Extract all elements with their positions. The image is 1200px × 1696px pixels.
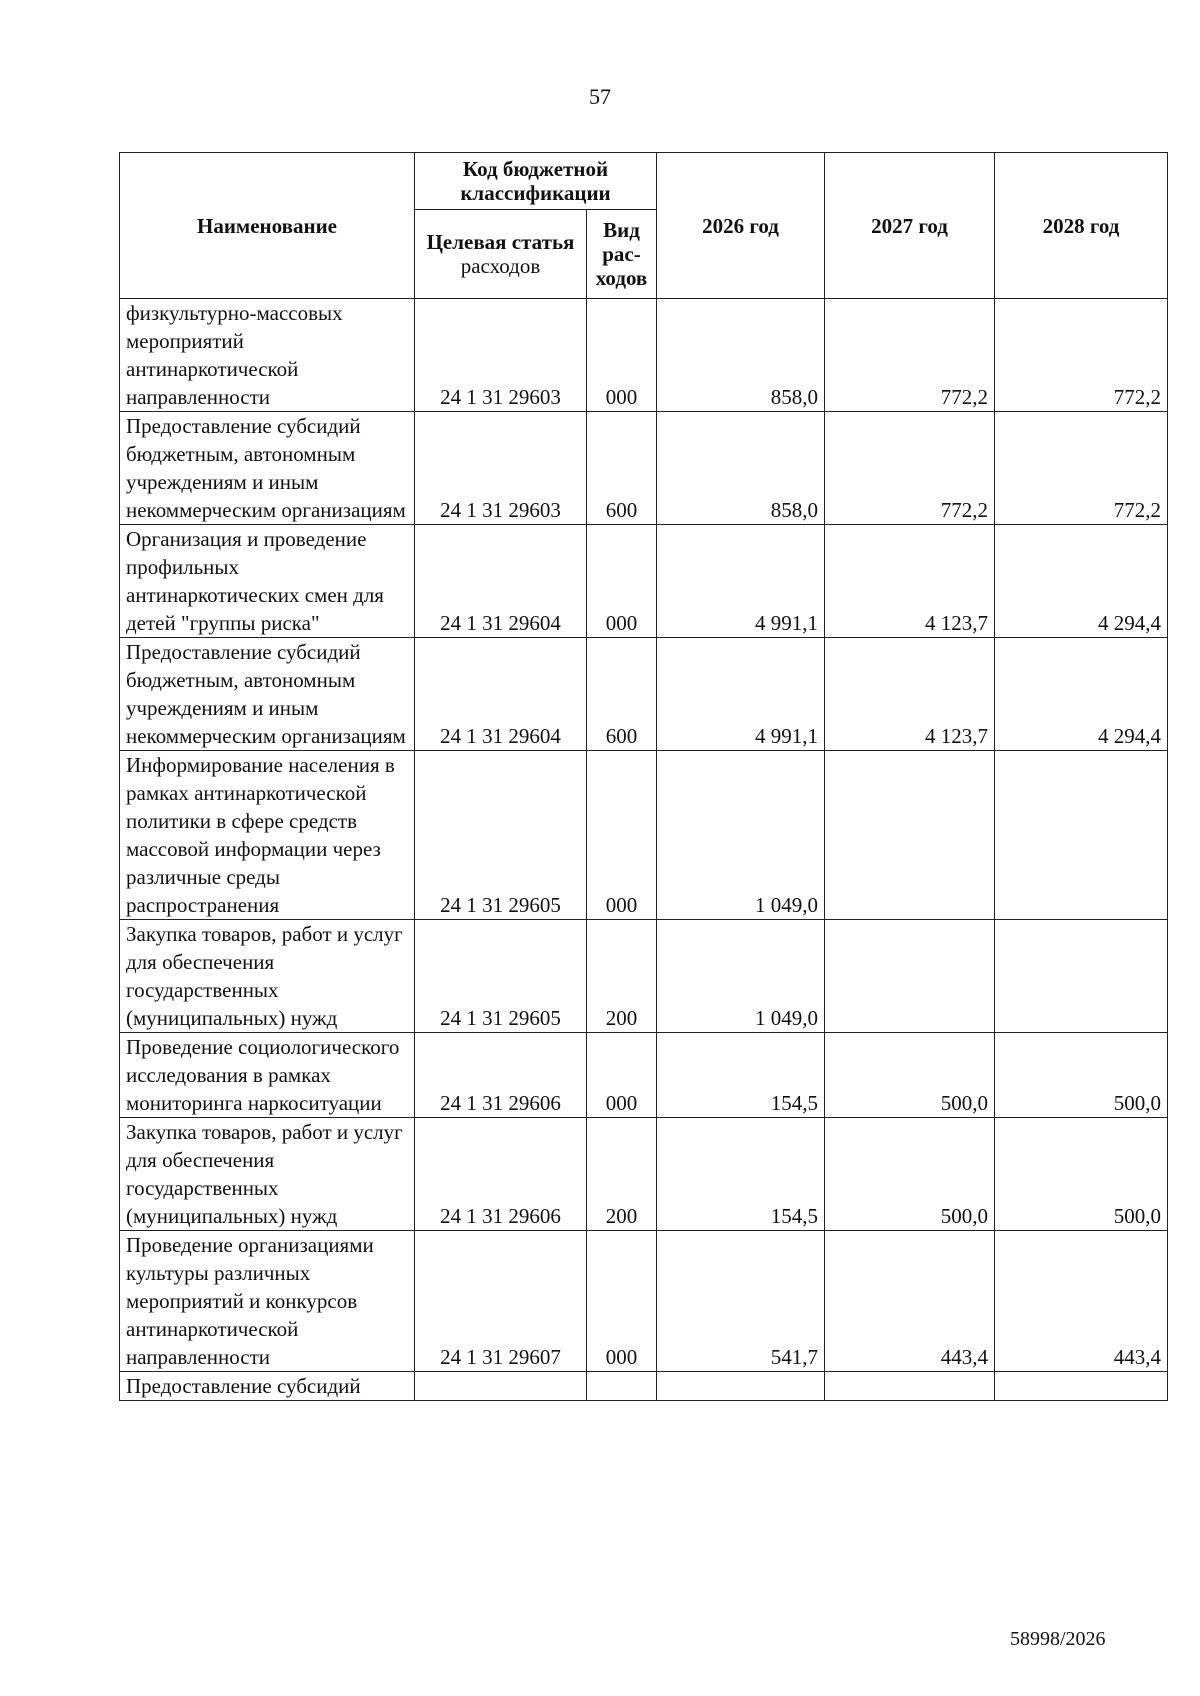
header-vid-line2: рас- (602, 242, 641, 266)
row-code: 24 1 31 29606 (415, 1118, 587, 1231)
row-2028 (995, 920, 1168, 1033)
row-2027: 443,4 (825, 1231, 995, 1372)
table-row (120, 299, 1168, 412)
row-name: Информирование населения в рамках антинаркотической политики в сфере средств массовой информации через различные среды распространения (120, 751, 415, 920)
table-body (120, 299, 1168, 1401)
header-2028: 2028 год (995, 153, 1168, 299)
budget-table (119, 152, 1168, 1401)
row-2028: 772,2 (995, 299, 1168, 412)
row-code: 24 1 31 29605 (415, 920, 587, 1033)
header-2027: 2027 год (825, 153, 995, 299)
row-vid: 000 (587, 299, 657, 412)
row-2028: 772,2 (995, 412, 1168, 525)
row-code: 24 1 31 29605 (415, 751, 587, 920)
row-2028: 4 294,4 (995, 638, 1168, 751)
row-2028 (995, 751, 1168, 920)
header-vid-line1: Вид (603, 218, 640, 242)
row-name: Закупка товаров, работ и услуг для обеспечения государственных (муниципальных) нужд (120, 1118, 415, 1231)
row-name: Предоставление субсидий (120, 1372, 415, 1401)
row-2026: 541,7 (657, 1231, 825, 1372)
row-2027: 500,0 (825, 1118, 995, 1231)
row-2027 (825, 920, 995, 1033)
row-2026: 154,5 (657, 1033, 825, 1118)
row-2026: 1 049,0 (657, 920, 825, 1033)
row-vid: 000 (587, 525, 657, 638)
row-2028: 443,4 (995, 1231, 1168, 1372)
row-vid (587, 1372, 657, 1401)
page-number: 57 (589, 84, 611, 109)
row-2027: 500,0 (825, 1033, 995, 1118)
row-name: Проведение социологического исследования в рамках мониторинга наркоситуации (120, 1033, 415, 1118)
row-2028: 500,0 (995, 1033, 1168, 1118)
header-target-article (415, 210, 587, 299)
row-2026: 858,0 (657, 412, 825, 525)
row-vid: 200 (587, 920, 657, 1033)
table-row (120, 920, 1168, 1033)
row-name: физкультурно-массовых мероприятий антинаркотической направленности (120, 299, 415, 412)
table-row (120, 638, 1168, 751)
row-code (415, 1372, 587, 1401)
row-2028 (995, 1372, 1168, 1401)
table-row (120, 1118, 1168, 1231)
row-code: 24 1 31 29603 (415, 299, 587, 412)
row-vid: 000 (587, 1033, 657, 1118)
row-vid: 600 (587, 412, 657, 525)
row-2027: 4 123,7 (825, 525, 995, 638)
row-2026: 154,5 (657, 1118, 825, 1231)
row-name: Проведение организациями культуры различных мероприятий и конкурсов антинаркотической направленности (120, 1231, 415, 1372)
header-2026: 2026 год (657, 153, 825, 299)
row-vid: 600 (587, 638, 657, 751)
row-2028: 500,0 (995, 1118, 1168, 1231)
header-code-group: Код бюджетной классификации (415, 153, 657, 210)
row-2027 (825, 1372, 995, 1401)
table-row (120, 412, 1168, 525)
row-2028: 4 294,4 (995, 525, 1168, 638)
row-vid: 200 (587, 1118, 657, 1231)
row-name: Закупка товаров, работ и услуг для обеспечения государственных (муниципальных) нужд (120, 920, 415, 1033)
row-2027: 4 123,7 (825, 638, 995, 751)
row-2027: 772,2 (825, 299, 995, 412)
header-target-line2: расходов (460, 254, 541, 278)
row-name: Предоставление субсидий бюджетным, автономным учреждениям и иным некоммерческим организациям (120, 412, 415, 525)
table-row (120, 525, 1168, 638)
row-2026: 4 991,1 (657, 525, 825, 638)
document-id: 58998/2026 (1010, 1628, 1106, 1650)
row-code: 24 1 31 29603 (415, 412, 587, 525)
header-expense-type (587, 210, 657, 299)
row-2026 (657, 1372, 825, 1401)
table-header (120, 153, 1168, 299)
header-name: Наименование (120, 153, 415, 299)
row-vid: 000 (587, 751, 657, 920)
row-2026: 1 049,0 (657, 751, 825, 920)
table-row (120, 1372, 1168, 1401)
row-code: 24 1 31 29607 (415, 1231, 587, 1372)
row-2026: 858,0 (657, 299, 825, 412)
row-code: 24 1 31 29604 (415, 525, 587, 638)
row-2026: 4 991,1 (657, 638, 825, 751)
header-target-line1: Целевая статья (426, 230, 575, 254)
row-code: 24 1 31 29604 (415, 638, 587, 751)
row-2027: 772,2 (825, 412, 995, 525)
table-row (120, 1231, 1168, 1372)
table-row (120, 1033, 1168, 1118)
row-2027 (825, 751, 995, 920)
row-name: Организация и проведение профильных антинаркотических смен для детей "группы риска" (120, 525, 415, 638)
row-vid: 000 (587, 1231, 657, 1372)
row-code: 24 1 31 29606 (415, 1033, 587, 1118)
header-vid-line3: ходов (595, 266, 648, 290)
row-name: Предоставление субсидий бюджетным, автономным учреждениям и иным некоммерческим организациям (120, 638, 415, 751)
table-row (120, 751, 1168, 920)
